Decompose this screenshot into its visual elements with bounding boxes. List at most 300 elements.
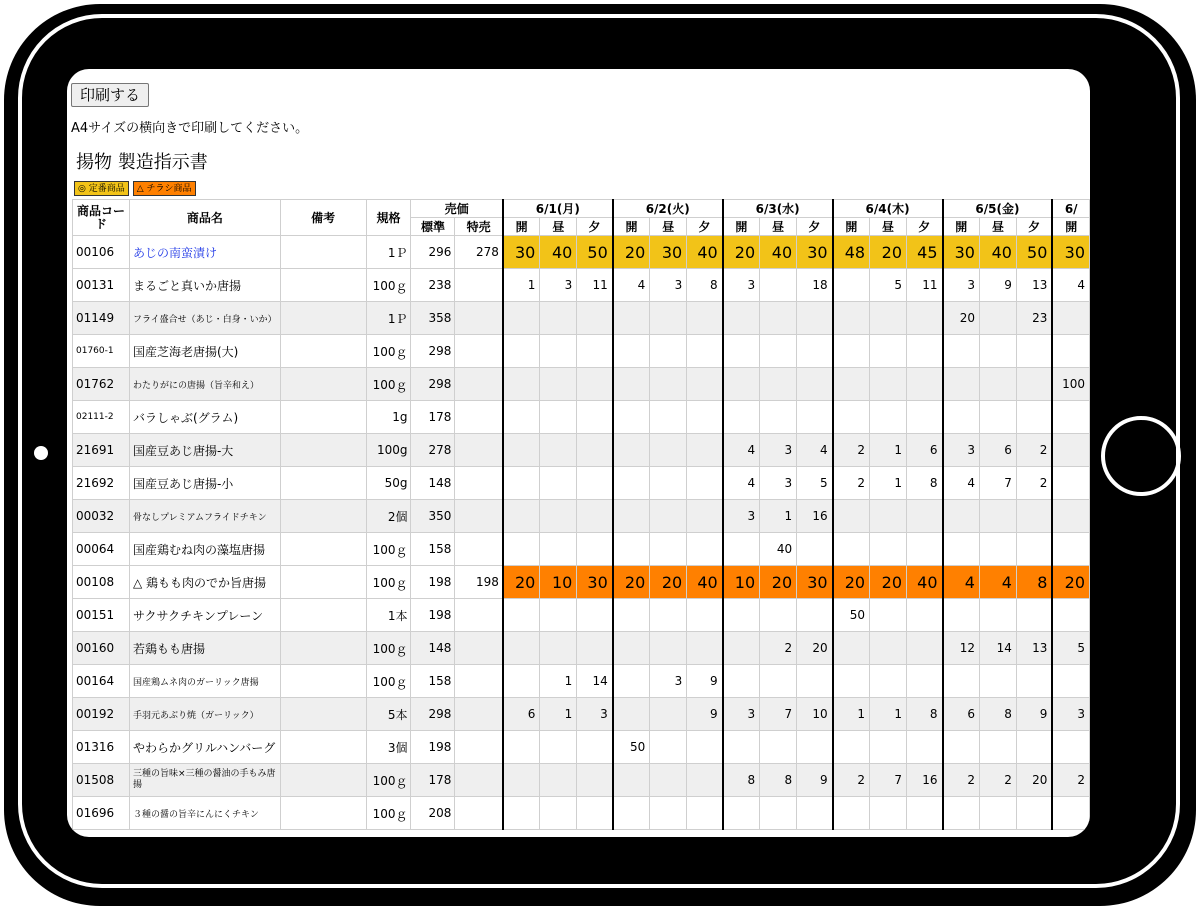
cell-quantity xyxy=(760,401,797,434)
table-row xyxy=(73,731,1090,764)
cell-quantity: 4 xyxy=(1052,269,1089,302)
table-row xyxy=(73,335,1090,368)
cell-quantity xyxy=(613,302,650,335)
cell-quantity xyxy=(650,335,687,368)
cell-quantity: 4 xyxy=(613,269,650,302)
cell-price-special xyxy=(455,764,503,797)
cell-spec: 100ｇ xyxy=(366,566,411,599)
cell-quantity xyxy=(723,599,760,632)
cell-quantity: 10 xyxy=(540,566,577,599)
cell-quantity xyxy=(613,500,650,533)
cell-spec: 100ｇ xyxy=(366,797,411,830)
cell-quantity xyxy=(979,368,1016,401)
cell-quantity xyxy=(1016,335,1052,368)
cell-quantity: 8 xyxy=(723,764,760,797)
cell-quantity xyxy=(979,401,1016,434)
cell-quantity xyxy=(687,368,723,401)
cell-quantity: 6 xyxy=(503,698,540,731)
cell-quantity xyxy=(650,368,687,401)
cell-quantity xyxy=(907,401,943,434)
cell-quantity xyxy=(650,500,687,533)
cell-quantity xyxy=(797,401,833,434)
cell-quantity xyxy=(1016,599,1052,632)
cell-quantity xyxy=(613,599,650,632)
cell-quantity: 5 xyxy=(797,467,833,500)
cell-quantity xyxy=(650,797,687,830)
cell-quantity: 11 xyxy=(577,269,613,302)
cell-quantity: 3 xyxy=(540,269,577,302)
cell-quantity xyxy=(613,368,650,401)
cell-quantity xyxy=(870,632,907,665)
cell-quantity xyxy=(650,731,687,764)
cell-quantity: 9 xyxy=(979,269,1016,302)
cell-quantity xyxy=(979,665,1016,698)
cell-note xyxy=(280,566,366,599)
cell-quantity xyxy=(907,302,943,335)
cell-quantity: 3 xyxy=(723,698,760,731)
header-slot-open: 開 xyxy=(613,218,650,236)
cell-quantity xyxy=(907,797,943,830)
cell-quantity xyxy=(943,335,980,368)
cell-quantity: 3 xyxy=(650,269,687,302)
cell-quantity: 3 xyxy=(577,698,613,731)
table-row xyxy=(73,533,1090,566)
cell-quantity xyxy=(613,797,650,830)
cell-quantity xyxy=(1016,665,1052,698)
cell-code: 01149 xyxy=(73,302,130,335)
cell-quantity xyxy=(870,797,907,830)
cell-quantity xyxy=(577,533,613,566)
cell-name: 手羽元あぶり焼（ガーリック） xyxy=(129,698,280,731)
cell-price-special xyxy=(455,368,503,401)
cell-quantity: 3 xyxy=(650,665,687,698)
cell-quantity xyxy=(540,500,577,533)
cell-price-std: 298 xyxy=(411,368,455,401)
cell-price-std: 198 xyxy=(411,599,455,632)
header-slot-open: 開 xyxy=(723,218,760,236)
cell-quantity: 10 xyxy=(797,698,833,731)
cell-quantity xyxy=(833,665,870,698)
cell-quantity xyxy=(687,434,723,467)
cell-quantity: 3 xyxy=(943,434,980,467)
cell-quantity: 20 xyxy=(613,236,650,269)
cell-price-std: 208 xyxy=(411,797,455,830)
header-slot-open: 開 xyxy=(943,218,980,236)
cell-quantity xyxy=(907,368,943,401)
cell-quantity xyxy=(503,467,540,500)
header-note: 備考 xyxy=(280,200,366,236)
cell-quantity xyxy=(797,335,833,368)
cell-quantity xyxy=(833,401,870,434)
cell-code: 01762 xyxy=(73,368,130,401)
cell-quantity xyxy=(1052,797,1089,830)
cell-quantity: 8 xyxy=(907,698,943,731)
cell-price-special xyxy=(455,467,503,500)
cell-quantity: 50 xyxy=(577,236,613,269)
cell-quantity: 8 xyxy=(1016,566,1052,599)
cell-quantity: 7 xyxy=(760,698,797,731)
cell-code: 00064 xyxy=(73,533,130,566)
cell-quantity xyxy=(760,368,797,401)
cell-quantity xyxy=(870,401,907,434)
cell-quantity xyxy=(503,665,540,698)
cell-quantity xyxy=(540,302,577,335)
cell-quantity xyxy=(797,302,833,335)
cell-note xyxy=(280,401,366,434)
table-row xyxy=(73,665,1090,698)
cell-quantity xyxy=(687,335,723,368)
header-day: 6/1(月) xyxy=(503,200,613,218)
cell-quantity: 16 xyxy=(907,764,943,797)
cell-note xyxy=(280,797,366,830)
cell-quantity: 18 xyxy=(797,269,833,302)
cell-note xyxy=(280,533,366,566)
cell-quantity xyxy=(613,533,650,566)
cell-quantity xyxy=(1052,533,1089,566)
cell-quantity xyxy=(503,632,540,665)
cell-quantity xyxy=(760,665,797,698)
cell-quantity xyxy=(797,368,833,401)
cell-quantity: 20 xyxy=(760,566,797,599)
cell-quantity: 5 xyxy=(870,269,907,302)
cell-quantity: 40 xyxy=(760,533,797,566)
cell-quantity xyxy=(870,533,907,566)
cell-quantity xyxy=(870,665,907,698)
cell-quantity xyxy=(1052,500,1089,533)
cell-quantity: 3 xyxy=(760,434,797,467)
cell-quantity xyxy=(540,533,577,566)
cell-note xyxy=(280,500,366,533)
cell-price-special xyxy=(455,599,503,632)
cell-quantity xyxy=(723,335,760,368)
cell-quantity: 30 xyxy=(797,566,833,599)
header-price-special: 特売 xyxy=(455,218,503,236)
cell-quantity xyxy=(797,665,833,698)
cell-price-special xyxy=(455,698,503,731)
cell-quantity xyxy=(723,665,760,698)
cell-quantity: 50 xyxy=(613,731,650,764)
cell-quantity: 2 xyxy=(1016,434,1052,467)
cell-quantity: 4 xyxy=(979,566,1016,599)
cell-quantity xyxy=(723,731,760,764)
cell-quantity xyxy=(687,533,723,566)
cell-name: 国産鶏むね肉の藻塩唐揚 xyxy=(129,533,280,566)
cell-quantity: 3 xyxy=(723,269,760,302)
cell-quantity: 45 xyxy=(907,236,943,269)
cell-quantity: 1 xyxy=(870,698,907,731)
cell-price-std: 238 xyxy=(411,269,455,302)
cell-spec: 3個 xyxy=(366,731,411,764)
cell-quantity xyxy=(943,797,980,830)
print-button[interactable]: 印刷する xyxy=(71,83,149,107)
cell-name: やわらかグリルハンバーグ xyxy=(129,731,280,764)
cell-quantity: 2 xyxy=(979,764,1016,797)
cell-quantity xyxy=(943,599,980,632)
cell-quantity: 4 xyxy=(943,467,980,500)
cell-quantity xyxy=(797,533,833,566)
cell-price-special: 198 xyxy=(455,566,503,599)
cell-code: 01760-1 xyxy=(73,335,130,368)
cell-quantity: 6 xyxy=(907,434,943,467)
cell-quantity xyxy=(760,797,797,830)
cell-name[interactable]: あじの南蛮漬け xyxy=(129,236,280,269)
header-slot-noon: 昼 xyxy=(870,218,907,236)
cell-quantity xyxy=(979,302,1016,335)
cell-quantity xyxy=(540,797,577,830)
table-row xyxy=(73,698,1090,731)
cell-quantity: 23 xyxy=(1016,302,1052,335)
cell-quantity xyxy=(1016,401,1052,434)
cell-quantity xyxy=(833,731,870,764)
cell-price-special xyxy=(455,533,503,566)
cell-quantity xyxy=(833,500,870,533)
cell-quantity: 20 xyxy=(650,566,687,599)
cell-quantity xyxy=(503,500,540,533)
cell-quantity xyxy=(540,368,577,401)
cell-quantity xyxy=(943,533,980,566)
header-name: 商品名 xyxy=(129,200,280,236)
cell-price-special: 278 xyxy=(455,236,503,269)
cell-quantity: 30 xyxy=(650,236,687,269)
cell-quantity xyxy=(1016,797,1052,830)
camera-dot xyxy=(34,446,48,460)
cell-quantity xyxy=(870,368,907,401)
header-slot-eve: 夕 xyxy=(797,218,833,236)
cell-quantity: 20 xyxy=(1016,764,1052,797)
cell-quantity: 16 xyxy=(797,500,833,533)
cell-quantity: 20 xyxy=(943,302,980,335)
cell-quantity xyxy=(1052,599,1089,632)
cell-quantity xyxy=(1052,302,1089,335)
cell-quantity: 1 xyxy=(540,665,577,698)
header-slot-open: 開 xyxy=(833,218,870,236)
cell-quantity: 2 xyxy=(833,434,870,467)
cell-code: 00131 xyxy=(73,269,130,302)
legend-flyer: △ チラシ商品 xyxy=(133,181,196,196)
cell-quantity: 40 xyxy=(979,236,1016,269)
cell-price-special xyxy=(455,302,503,335)
screen xyxy=(67,69,1090,837)
cell-quantity: 13 xyxy=(1016,269,1052,302)
cell-price-std: 158 xyxy=(411,665,455,698)
cell-note xyxy=(280,665,366,698)
cell-quantity xyxy=(1016,500,1052,533)
cell-name: 国産鶏ムネ肉のガーリック唐揚 xyxy=(129,665,280,698)
cell-quantity: 14 xyxy=(577,665,613,698)
cell-price-special xyxy=(455,797,503,830)
cell-quantity xyxy=(833,797,870,830)
cell-note xyxy=(280,368,366,401)
cell-quantity: 1 xyxy=(540,698,577,731)
cell-quantity xyxy=(760,302,797,335)
cell-quantity xyxy=(833,335,870,368)
cell-quantity xyxy=(870,335,907,368)
cell-code: 00192 xyxy=(73,698,130,731)
cell-quantity: 9 xyxy=(687,665,723,698)
header-slot-open: 開 xyxy=(1052,218,1089,236)
cell-quantity: 50 xyxy=(833,599,870,632)
cell-quantity xyxy=(723,302,760,335)
cell-note xyxy=(280,434,366,467)
cell-quantity: 8 xyxy=(907,467,943,500)
cell-quantity: 14 xyxy=(979,632,1016,665)
cell-spec: 1Ｐ xyxy=(366,302,411,335)
cell-name: まるごと真いか唐揚 xyxy=(129,269,280,302)
cell-note xyxy=(280,632,366,665)
cell-code: 21692 xyxy=(73,467,130,500)
cell-quantity xyxy=(577,797,613,830)
cell-quantity xyxy=(687,599,723,632)
table-row xyxy=(73,467,1090,500)
cell-quantity: 9 xyxy=(687,698,723,731)
cell-name: 若鶏もも唐揚 xyxy=(129,632,280,665)
header-slot-noon: 昼 xyxy=(540,218,577,236)
header-spec: 規格 xyxy=(366,200,411,236)
cell-price-std: 178 xyxy=(411,401,455,434)
cell-quantity xyxy=(1052,434,1089,467)
cell-name: バラしゃぶ(グラム) xyxy=(129,401,280,434)
cell-quantity xyxy=(687,632,723,665)
cell-quantity xyxy=(687,500,723,533)
cell-quantity: 30 xyxy=(1052,236,1089,269)
cell-quantity: 100 xyxy=(1052,368,1089,401)
header-price: 売価 xyxy=(411,200,503,218)
cell-quantity: 10 xyxy=(723,566,760,599)
cell-code: 01696 xyxy=(73,797,130,830)
cell-quantity: 1 xyxy=(503,269,540,302)
cell-quantity: 5 xyxy=(1052,632,1089,665)
cell-quantity xyxy=(650,764,687,797)
cell-quantity xyxy=(577,500,613,533)
table-row xyxy=(73,632,1090,665)
cell-quantity xyxy=(907,335,943,368)
cell-quantity xyxy=(907,632,943,665)
cell-code: 00106 xyxy=(73,236,130,269)
cell-quantity: 6 xyxy=(943,698,980,731)
cell-price-special xyxy=(455,335,503,368)
cell-quantity: 2 xyxy=(833,467,870,500)
cell-quantity xyxy=(577,599,613,632)
cell-code: 00151 xyxy=(73,599,130,632)
cell-spec: 50g xyxy=(366,467,411,500)
print-instruction: A4サイズの横向きで印刷してください。 xyxy=(71,121,309,136)
cell-quantity xyxy=(1016,368,1052,401)
cell-price-special xyxy=(455,632,503,665)
cell-quantity: 2 xyxy=(943,764,980,797)
cell-quantity xyxy=(613,764,650,797)
cell-quantity: 1 xyxy=(760,500,797,533)
cell-code: 02111-2 xyxy=(73,401,130,434)
cell-quantity xyxy=(503,434,540,467)
cell-quantity: 30 xyxy=(943,236,980,269)
cell-quantity xyxy=(577,368,613,401)
cell-quantity xyxy=(577,401,613,434)
cell-quantity xyxy=(870,731,907,764)
cell-note xyxy=(280,599,366,632)
cell-price-std: 148 xyxy=(411,467,455,500)
cell-quantity xyxy=(870,599,907,632)
cell-quantity xyxy=(1052,467,1089,500)
cell-quantity xyxy=(979,533,1016,566)
cell-spec: 100ｇ xyxy=(366,665,411,698)
cell-spec: 100ｇ xyxy=(366,269,411,302)
cell-note xyxy=(280,236,366,269)
cell-quantity xyxy=(503,368,540,401)
cell-quantity: 40 xyxy=(687,566,723,599)
cell-quantity xyxy=(833,533,870,566)
cell-quantity xyxy=(687,731,723,764)
cell-quantity: 20 xyxy=(870,236,907,269)
cell-quantity xyxy=(613,335,650,368)
cell-quantity: 3 xyxy=(760,467,797,500)
cell-quantity xyxy=(577,335,613,368)
header-price-std: 標準 xyxy=(411,218,455,236)
table-row xyxy=(73,599,1090,632)
header-slot-open: 開 xyxy=(503,218,540,236)
cell-quantity xyxy=(687,302,723,335)
cell-quantity xyxy=(577,632,613,665)
cell-quantity xyxy=(943,368,980,401)
cell-quantity: 20 xyxy=(503,566,540,599)
cell-quantity xyxy=(613,665,650,698)
cell-spec: 1g xyxy=(366,401,411,434)
cell-quantity xyxy=(979,599,1016,632)
cell-code: 01508 xyxy=(73,764,130,797)
cell-quantity xyxy=(650,401,687,434)
cell-quantity xyxy=(687,764,723,797)
cell-quantity xyxy=(943,731,980,764)
cell-quantity xyxy=(540,731,577,764)
cell-note xyxy=(280,335,366,368)
cell-quantity: 20 xyxy=(723,236,760,269)
cell-code: 01316 xyxy=(73,731,130,764)
cell-quantity xyxy=(797,731,833,764)
cell-quantity: 9 xyxy=(797,764,833,797)
cell-note xyxy=(280,731,366,764)
cell-quantity xyxy=(760,599,797,632)
table-row xyxy=(73,302,1090,335)
cell-quantity xyxy=(577,302,613,335)
header-slot-noon: 昼 xyxy=(760,218,797,236)
cell-quantity xyxy=(503,797,540,830)
table-row xyxy=(73,566,1090,599)
cell-quantity: 8 xyxy=(760,764,797,797)
cell-name: フライ盛合せ（あじ・白身・いか） xyxy=(129,302,280,335)
home-button[interactable] xyxy=(1101,416,1181,496)
cell-name: サクサクチキンプレーン xyxy=(129,599,280,632)
cell-spec: 1Ｐ xyxy=(366,236,411,269)
cell-code: 00160 xyxy=(73,632,130,665)
cell-quantity xyxy=(687,401,723,434)
cell-price-std: 148 xyxy=(411,632,455,665)
cell-quantity xyxy=(979,731,1016,764)
cell-name: △ 鶏もも肉のでか旨唐揚 xyxy=(129,566,280,599)
header-day: 6/5(金) xyxy=(943,200,1053,218)
cell-quantity xyxy=(979,500,1016,533)
table-row xyxy=(73,434,1090,467)
cell-quantity xyxy=(650,302,687,335)
cell-quantity xyxy=(723,401,760,434)
cell-quantity: 30 xyxy=(577,566,613,599)
cell-quantity xyxy=(650,467,687,500)
legend xyxy=(74,181,196,196)
cell-quantity xyxy=(943,665,980,698)
table-row xyxy=(73,764,1090,797)
cell-quantity: 40 xyxy=(687,236,723,269)
cell-price-std: 198 xyxy=(411,731,455,764)
cell-quantity xyxy=(943,500,980,533)
table-row xyxy=(73,401,1090,434)
